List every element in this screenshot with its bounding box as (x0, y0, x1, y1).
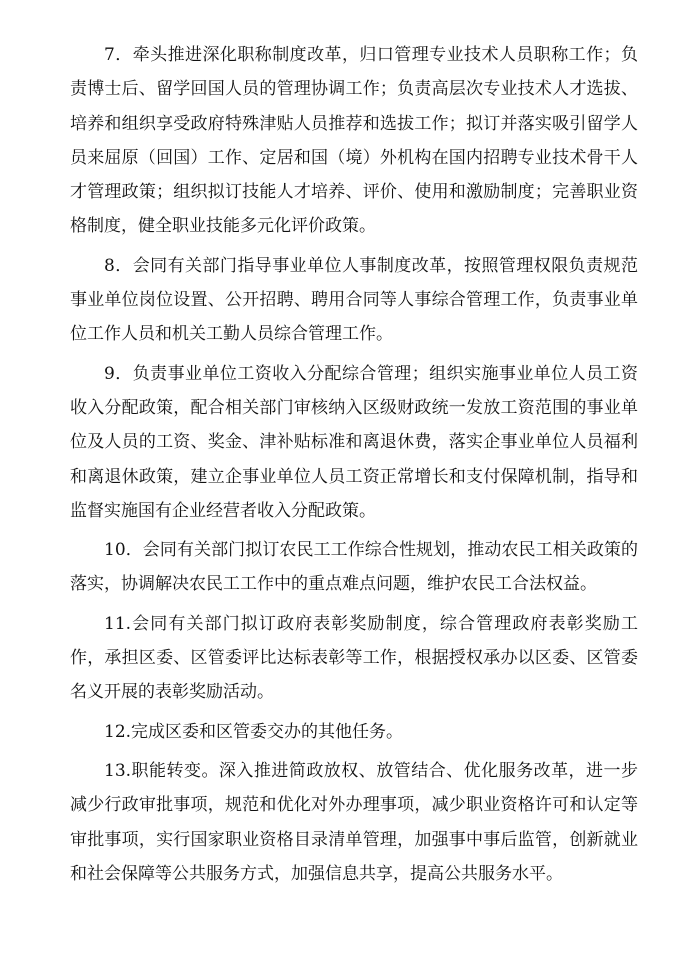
paragraph-item-8: 8．会同有关部门指导事业单位人事制度改革，按照管理权限负责规范事业单位岗位设置、公开招聘、聘用合同等人事综合管理工作，负责事业单位工作人员和机关工勤人员综合管理工作。 (70, 255, 638, 345)
paragraph-item-12: 12.完成区委和区管委交办的其他任务。 (104, 721, 404, 742)
paragraph-item-11: 11.会同有关部门拟订政府表彰奖励制度，综合管理政府表彰奖励工作，承担区委、区管委评比达标表彰等工作，根据授权承办以区委、区管委名义开展的表彰奖励活动。 (70, 613, 638, 703)
document-page (70, 38, 638, 896)
paragraph-item-13: 13.职能转变。深入推进简政放权、放管结合、优化服务改革，进一步减少行政审批事项，规范和优化对外办理事项，减少职业资格许可和认定等审批事项，实行国家职业资格目录清单管理，加强事中事后监管，创新就业和社会保障等公共服务方式，加强信息共享，提高公共服务水平。 (70, 760, 638, 884)
paragraph-item-7: 7．牵头推进深化职称制度改革，归口管理专业技术人员职称工作；负责博士后、留学回国人员的管理协调工作；负责高层次专业技术人才选拔、培养和组织享受政府特殊津贴人员推荐和选拔工作；拟订并落实吸引留学人员来屈原（回国）工作、定居和国（境）外机构在国内招聘专业技术骨干人才管理政策；组织拟订技能人才培养、评价、使用和激励制度；完善职业资格制度，健全职业技能多元化评价政策。 (70, 45, 638, 237)
paragraph-item-9: 9．负责事业单位工资收入分配综合管理；组织实施事业单位人员工资收入分配政策，配合相关部门审核纳入区级财政统一发放工资范围的事业单位及人员的工资、奖金、津补贴标准和离退休费，落实企事业单位人员福利和离退休政策，建立企事业单位人员工资正常增长和支付保障机制，指导和监督实施国有企业经营者收入分配政策。 (70, 363, 638, 521)
paragraph-item-10: 10．会同有关部门拟订农民工工作综合性规划，推动农民工相关政策的落实，协调解决农民工工作中的重点难点问题，维护农民工合法权益。 (70, 540, 638, 595)
